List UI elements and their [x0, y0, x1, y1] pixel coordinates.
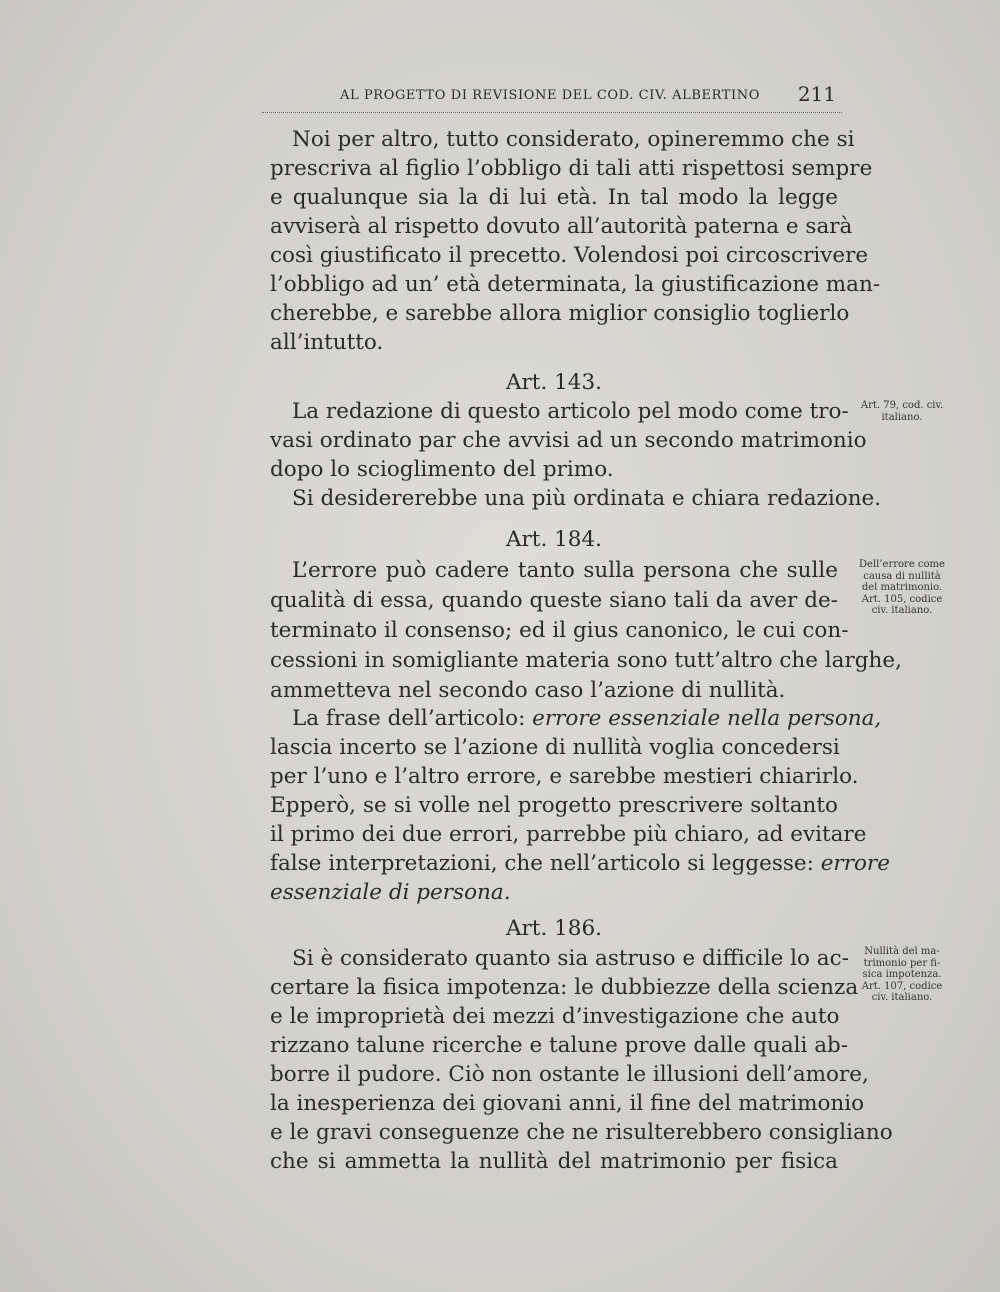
text-line — [270, 878, 838, 907]
text-line: Si è considerato quanto sia astruso e difficile lo ac- — [292, 946, 849, 971]
text-line: avviserà al rispetto dovuto all’autorità paterna e sarà — [270, 214, 853, 239]
text-line: terminato il consenso; ed il gius canonico, le cui con- — [270, 618, 849, 643]
margin-note-line: del matrimonio. — [861, 582, 943, 593]
text-line: rizzano talune ricerche e talune prove dalle quali ab- — [270, 1033, 849, 1058]
margin-note-line: Art. 79, cod. civ. — [860, 400, 944, 411]
text-line: La redazione di questo articolo pel modo come tro- — [292, 399, 849, 424]
margin-note-line: Nullità del ma- — [864, 946, 940, 957]
text-line: Epperò, se si volle nel progetto prescrivere soltanto — [270, 793, 838, 818]
text-line: la inesperienza dei giovani anni, il fine del matrimonio — [270, 1091, 865, 1116]
text-line: certare la fisica impotenza: le dubbiezze della scienza — [270, 975, 859, 1000]
text-line: cessioni in somigliante materia sono tutt’altro che larghe, — [270, 648, 902, 673]
text-line: lascia incerto se l’azione di nullità voglia concedersi — [270, 735, 840, 760]
text-line: ammetteva nel secondo caso l’azione di nullità. — [270, 678, 786, 703]
text-line: e le gravi conseguenze che ne risulterebbero consigliano — [270, 1120, 893, 1145]
margin-note-line: Dell’errore come — [859, 559, 945, 570]
margin-note-line: civ. italiano. — [871, 605, 933, 616]
text-segment: La frase dell’articolo: — [292, 706, 533, 731]
text-line: borre il pudore. Ciò non ostante le illusioni dell’amore, — [270, 1062, 869, 1087]
text-line: vasi ordinato par che avvisi ad un secondo matrimonio — [270, 428, 867, 453]
margin-note-line: sica impotenza. — [862, 969, 942, 980]
text-line: L’errore può cadere tanto sulla persona che sulle — [292, 558, 838, 583]
italic-quote: essenziale di persona. — [270, 880, 511, 905]
text-line: qualità di essa, quando queste siano tali da aver de- — [270, 588, 838, 613]
text-line: e le improprietà dei mezzi d’investigazione che auto — [270, 1004, 840, 1029]
text-line: cherebbe, e sarebbe allora miglior consiglio toglierlo — [270, 301, 850, 326]
text-line: e qualunque sia la di lui età. In tal modo la legge — [270, 185, 838, 210]
article-heading-184: Art. 184. — [506, 527, 602, 552]
text-segment: false interpretazioni, che nell’articolo si leggesse: — [270, 851, 821, 876]
page-number: 211 — [797, 82, 836, 106]
text-line: così giustificato il precetto. Volendosi poi circoscrivere — [270, 243, 869, 268]
margin-note-line: Art. 107, codice — [861, 980, 943, 992]
margin-note-184 — [848, 559, 956, 617]
running-title: AL PROGETTO DI REVISIONE DEL COD. CIV. ALBERTINO — [340, 88, 761, 103]
text-line: che si ammetta la nullità del matrimonio per fisica — [270, 1149, 838, 1174]
margin-note-186 — [848, 946, 956, 1004]
italic-quote: errore — [820, 851, 890, 876]
margin-note-line: italiano. — [881, 411, 923, 423]
text-line: il primo dei due errori, parrebbe più chiaro, ad evitare — [270, 822, 867, 847]
text-line: Noi per altro, tutto considerato, opineremmo che si — [292, 127, 855, 152]
margin-note-143 — [848, 400, 956, 423]
margin-note-line: civ. italiano. — [871, 992, 933, 1003]
margin-note-line: trimonio per fi- — [863, 957, 941, 969]
running-header — [262, 78, 842, 113]
text-line: all’intutto. — [270, 330, 384, 355]
text-line: Si desidererebbe una più ordinata e chiara redazione. — [292, 486, 882, 511]
italic-quote: errore essenziale nella persona, — [532, 706, 882, 731]
article-heading-143: Art. 143. — [506, 370, 602, 395]
margin-note-line: Art. 105, codice — [861, 593, 943, 605]
text-line: per l’uno e l’altro errore, e sarebbe mestieri chiarirlo. — [270, 764, 859, 789]
text-line — [292, 704, 882, 733]
text-line — [270, 849, 890, 878]
text-line: prescriva al figlio l’obbligo di tali atti rispettosi sempre — [270, 156, 873, 181]
margin-note-line: causa di nullità — [863, 570, 941, 582]
text-line: l’obbligo ad un’ età determinata, la giustificazione man- — [270, 272, 881, 297]
text-line: dopo lo scioglimento del primo. — [270, 457, 614, 482]
article-heading-186: Art. 186. — [506, 916, 602, 941]
